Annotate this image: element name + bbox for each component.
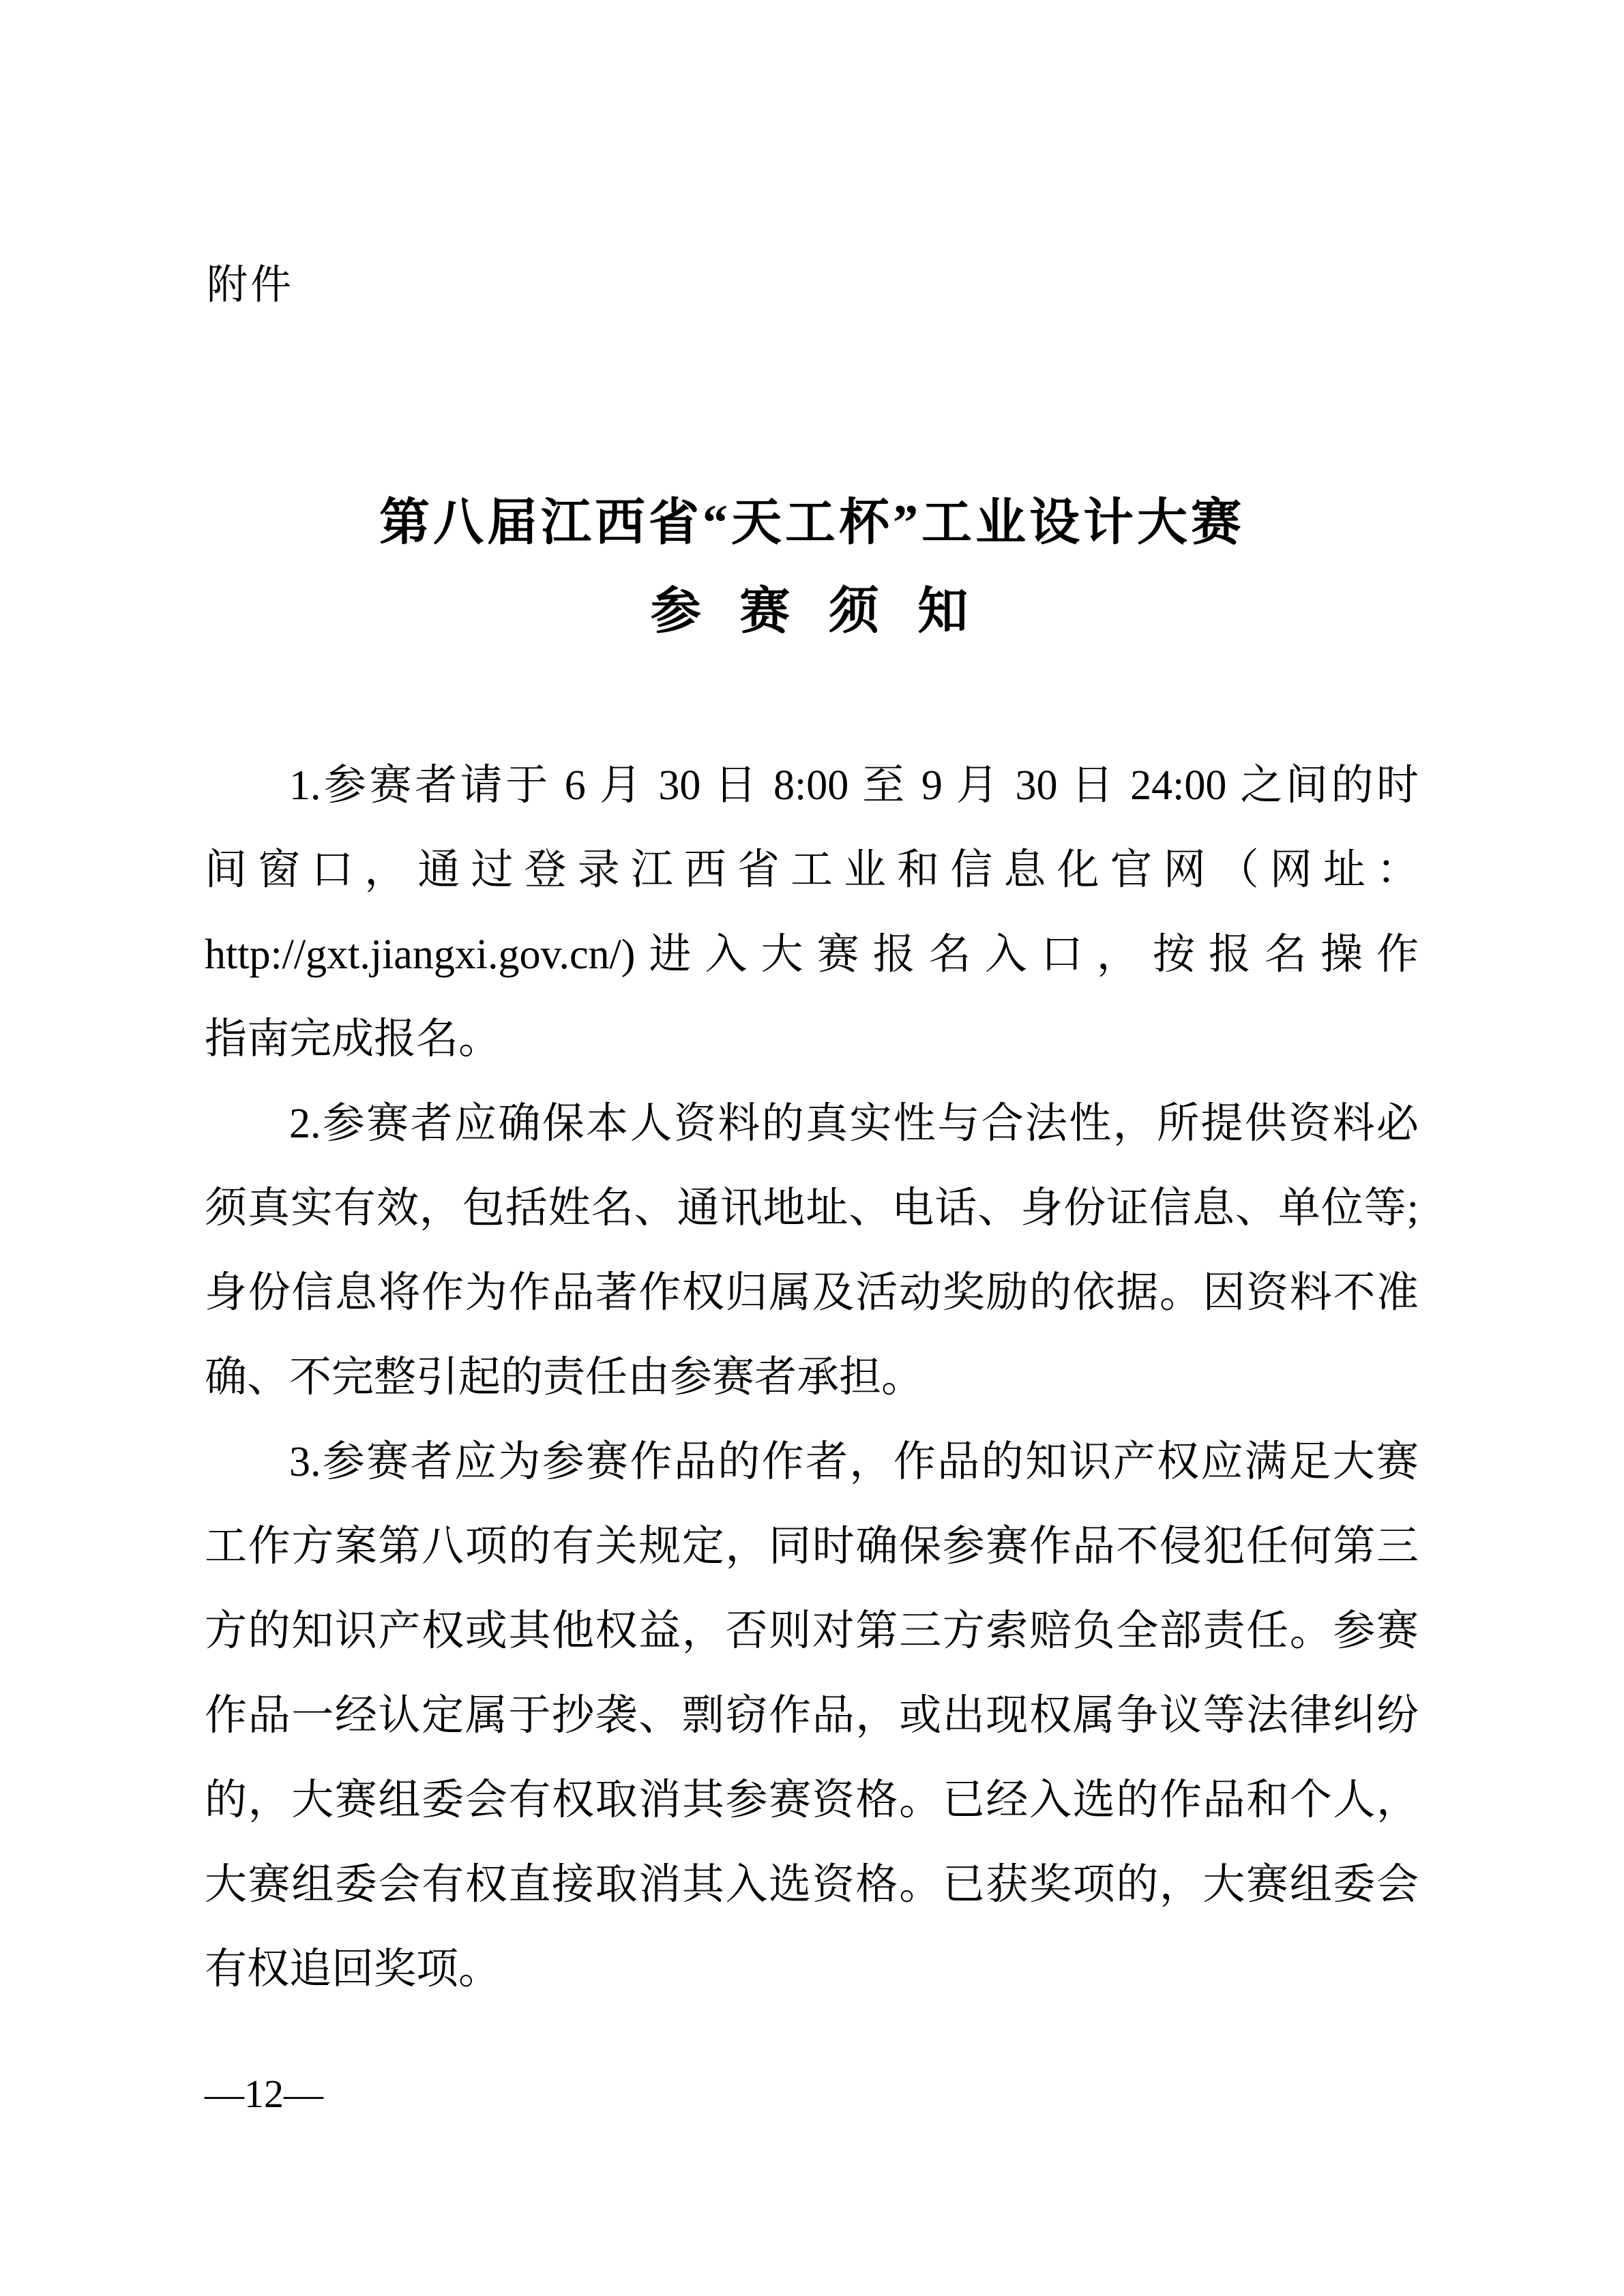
- body-line: 指南完成报名。: [205, 1016, 501, 1062]
- body-line: 身份信息将作为作品著作权归属及活动奖励的依据。因资料不准: [205, 1270, 1419, 1316]
- body-line: 1.参赛者请于 6 月 30 日 8:00 至 9 月 30 日 24:00 之间的时: [289, 762, 1419, 809]
- document-subtitle: 参 赛 须 知: [650, 584, 974, 640]
- body-line: 工作方案第八项的有关规定，同时确保参赛作品不侵犯任何第三: [205, 1523, 1419, 1570]
- body-line: 的，大赛组委会有权取消其参赛资格。已经入选的作品和个人，: [205, 1777, 1419, 1823]
- body-line: 方的知识产权或其他权益，否则对第三方索赔负全部责任。参赛: [205, 1608, 1419, 1654]
- body-line: 间窗口，通过登录江西省工业和信息化官网（网址：: [205, 847, 1419, 893]
- body-line: 确、不完整引起的责任由参赛者承担。: [205, 1354, 924, 1401]
- body-line: 有权追回奖项。: [205, 1946, 501, 1993]
- page-number: —12—: [205, 2072, 323, 2116]
- body-line: http://gxt.jiangxi.gov.cn/)进入大赛报名入口，按报名操作: [205, 931, 1419, 978]
- document-body: [205, 743, 1419, 2012]
- body-line: 大赛组委会有权直接取消其入选资格。已获奖项的，大赛组委会: [205, 1862, 1419, 1908]
- body-line: 须真实有效，包括姓名、通讯地址、电话、身份证信息、单位等;: [205, 1185, 1419, 1232]
- attachment-label: 附件: [207, 263, 294, 308]
- body-line: 2.参赛者应确保本人资料的真实性与合法性，所提供资料必: [289, 1101, 1419, 1147]
- body-line: 3.参赛者应为参赛作品的作者，作品的知识产权应满足大赛: [289, 1439, 1419, 1485]
- document-title: 第八届江西省“天工杯”工业设计大赛: [379, 495, 1245, 551]
- body-line: 作品一经认定属于抄袭、剽窃作品，或出现权属争议等法律纠纷: [205, 1693, 1419, 1739]
